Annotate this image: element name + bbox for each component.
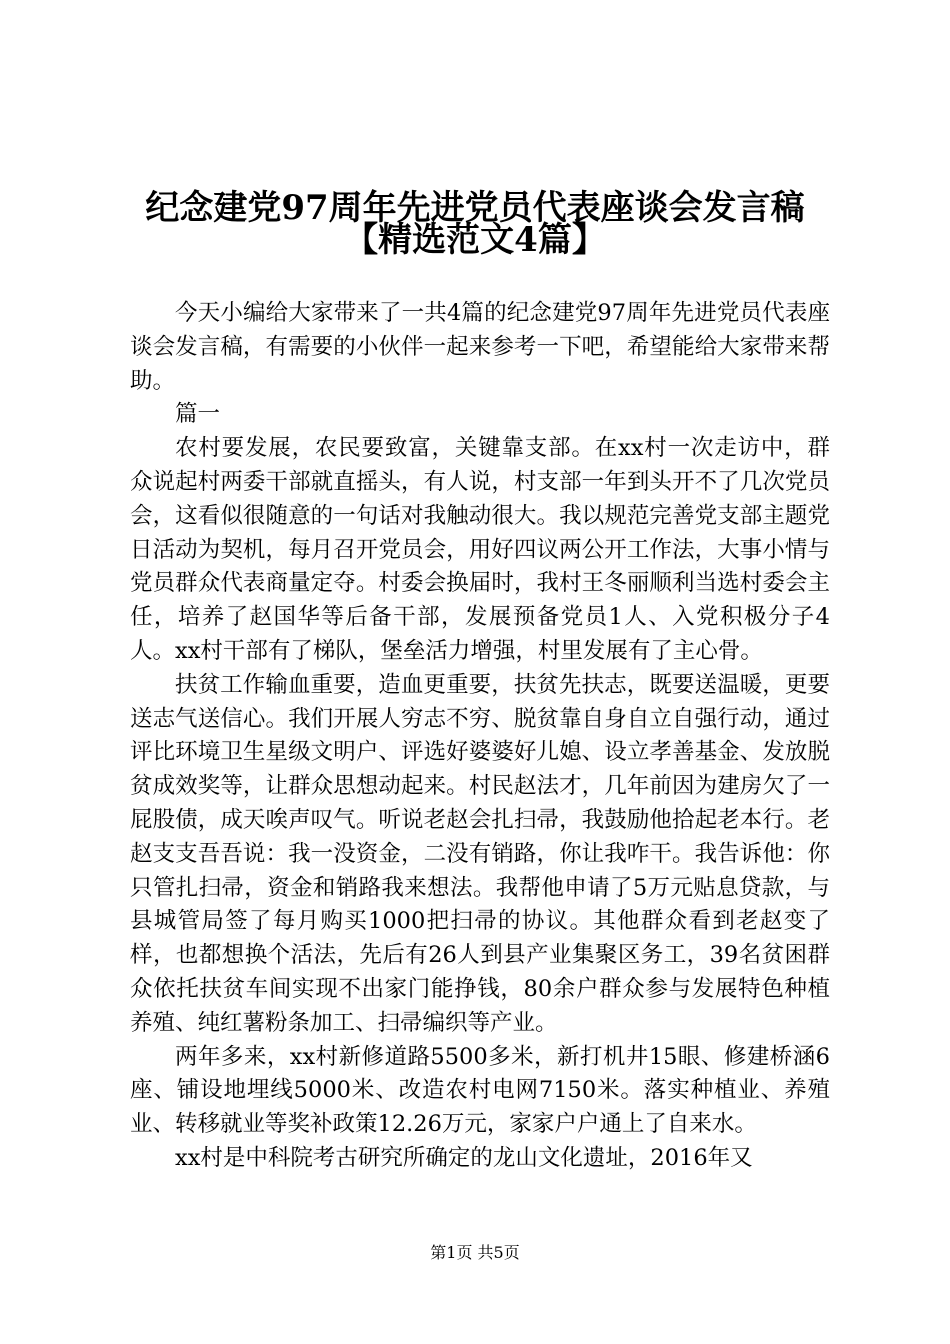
body-paragraph: 两年多来，xx村新修道路5500多米，新打机井15眼、修建桥涵6座、铺设地埋线5000米、改造农村电网7150米。落实种植业、养殖业、转移就业等奖补政策12.26万元，家家户户通上了自来水。 xyxy=(130,1043,830,1138)
section-heading: 篇一 xyxy=(175,401,221,428)
body-paragraph: 农村要发展，农民要致富，关键靠支部。在xx村一次走访中，群众说起村两委干部就直摇头，有人说，村支部一年到头开不了几次党员会，这看似很随意的一句话对我触动很大。我以规范完善党支部主题党日活动为契机，每月召开党员会，用好四议两公开工作法，大事小情与党员群众代表商量定夺。村委会换届时，我村王冬丽顺利当选村委会主任，培养了赵国华等后备干部，发展预备党员1人、入党积极分子4人。xx村干部有了梯队，堡垒活力增强，村里发展有了主心骨。 xyxy=(130,435,830,664)
intro-paragraph: 今天小编给大家带来了一共4篇的纪念建党97周年先进党员代表座谈会发言稿，有需要的小伙伴一起来参考一下吧，希望能给大家带来帮助。 xyxy=(130,300,830,394)
document-title-line-1: 纪念建党97周年先进党员代表座谈会发言稿 xyxy=(145,188,805,228)
body-paragraph: xx村是中科院考古研究所确定的龙山文化遗址，2016年又 xyxy=(175,1144,753,1171)
page-footer: 第1页 共5页 xyxy=(430,1243,520,1262)
document-title-line-2: 【精选范文4篇】 xyxy=(344,220,606,260)
body-paragraph: 扶贫工作输血重要，造血更重要，扶贫先扶志，既要送温暖，更要送志气送信心。我们开展人穷志不穷、脱贫靠自身自立自强行动，通过评比环境卫生星级文明户、评选好婆婆好儿媳、设立孝善基金、发放脱贫成效奖等，让群众思想动起来。村民赵法才，几年前因为建房欠了一屁股债，成天唉声叹气。听说老赵会扎扫帚，我鼓励他拾起老本行。老赵支支吾吾说：我一没资金，二没有销路，你让我咋干。我告诉他：你只管扎扫帚，资金和销路我来想法。我帮他申请了5万元贴息贷款，与县城管局签了每月购买1000把扫帚的协议。其他群众看到老赵变了样，也都想换个活法，先后有26人到县产业集聚区务工，39名贫困群众依托扶贫车间实现不出家门能挣钱，80余户群众参与发展特色种植养殖、纯红薯粉条加工、扫帚编织等产业。 xyxy=(130,671,830,1036)
document-body xyxy=(130,297,830,1176)
